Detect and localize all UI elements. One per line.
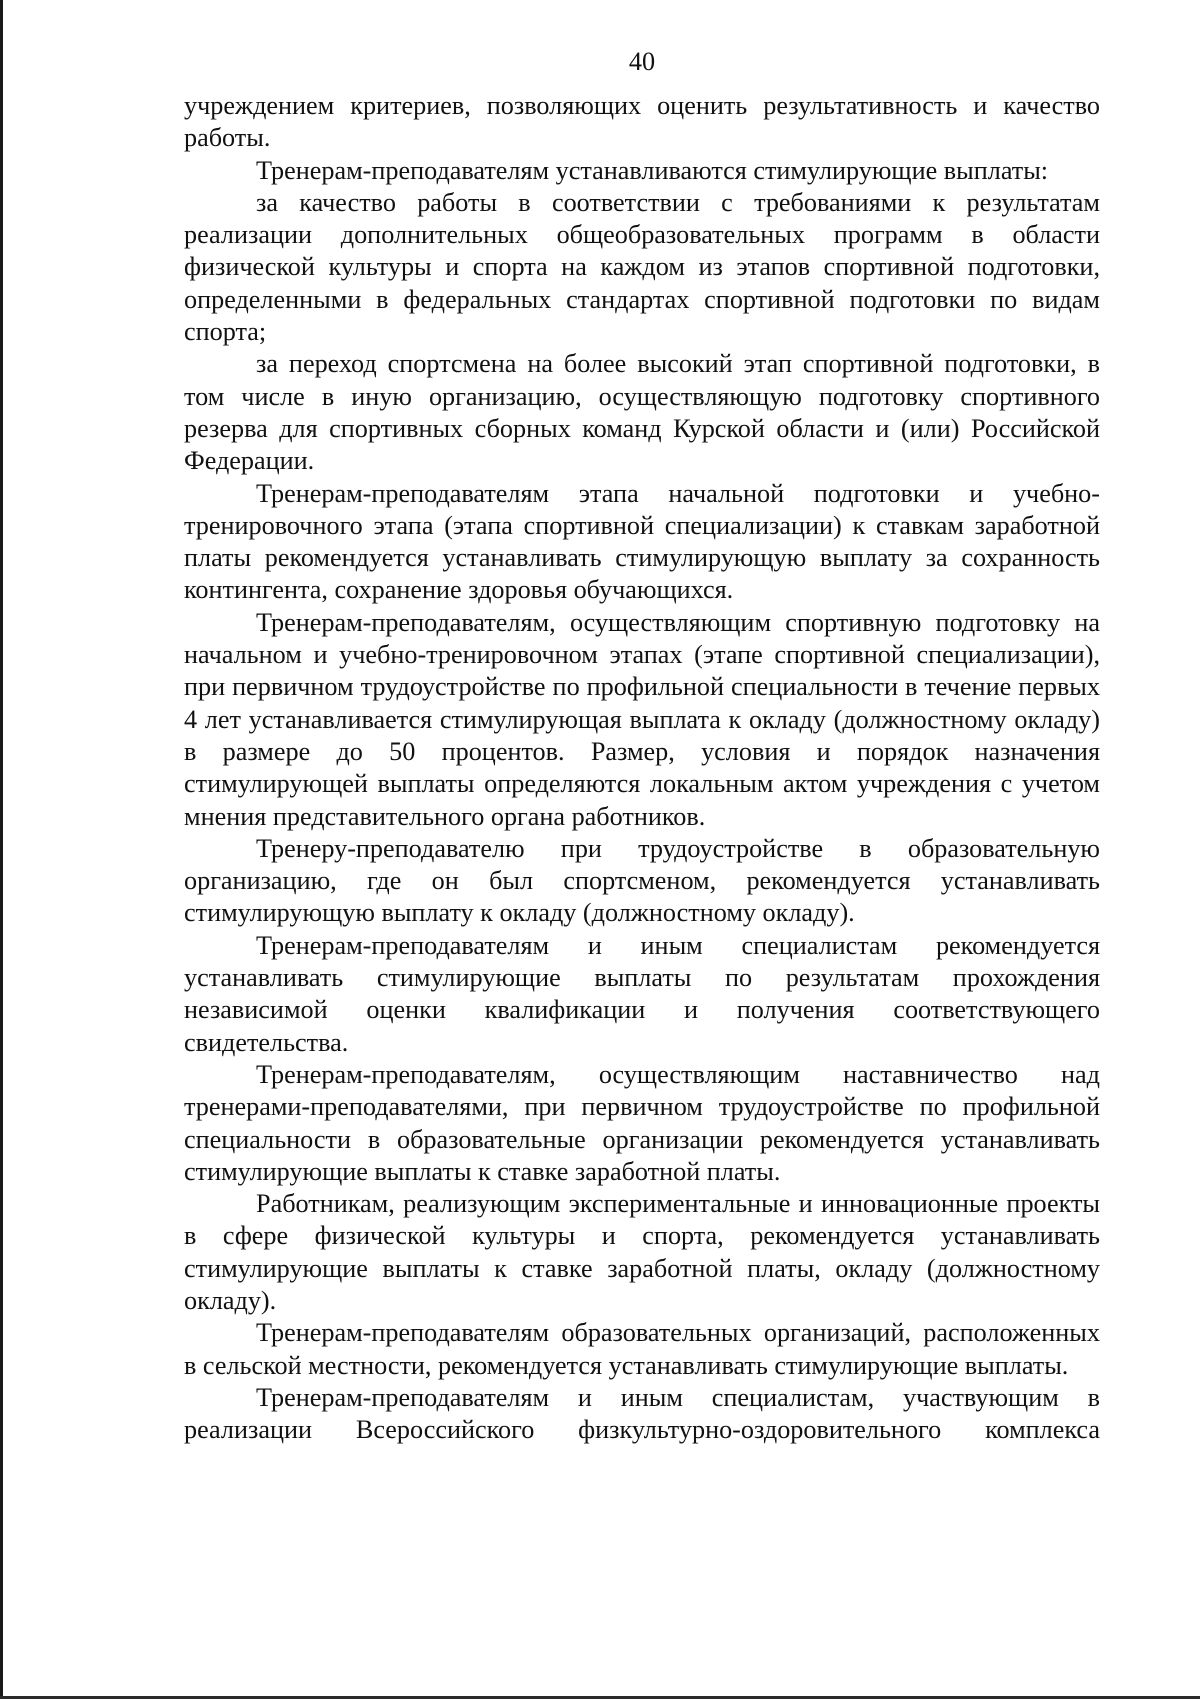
page-number: 40	[628, 47, 656, 76]
paragraph-7: Тренеру-преподавателю при трудоустройстве в образовательную организацию, где он был спортсменом, рекомендуется устанавливать стимулирующую выплату к окладу (должностному окладу).	[184, 833, 1100, 928]
paragraph-10: Работникам, реализующим экспериментальные и инновационные проекты в сфере физической культуры и спорта, рекомендуется устанавливать стимулирующие выплаты к ставке заработной платы, окладу (должностному окладу).	[184, 1189, 1100, 1315]
paragraph-6: Тренерам-преподавателям, осуществляющим спортивную подготовку на начальном и учебно-тренировочном этапах (этапе спортивной специализации), при первичном трудоустройстве по профильной специальности в течение первых 4 лет устанавливается стимулирующая выплата к окладу (должностному окладу) в размере до 50 процентов. Размер, условия и порядок назначения стимулирующей выплаты определяются локальным актом учреждения с учетом мнения представительного органа работников.	[184, 607, 1100, 831]
paragraph-12: Тренерам-преподавателям и иным специалистам, участвующим в реализации Всероссийского физкультурно-оздоровительного комплекса	[184, 1382, 1100, 1445]
paragraph-3: за качество работы в соответствии с требованиями к результатам реализации дополнительных общеобразовательных программ в области физической культуры и спорта на каждом из этапов спортивной подготовки, определенными в федеральных стандартах спортивной подготовки по видам спорта;	[184, 187, 1100, 347]
paragraph-11: Тренерам-преподавателям образовательных организаций, расположенных в сельской местности, рекомендуется устанавливать стимулирующие выплаты.	[184, 1318, 1100, 1380]
document-page	[184, 46, 1100, 1446]
paragraph-2: Тренерам-преподавателям устанавливаются стимулирующие выплаты:	[256, 155, 1049, 185]
paragraph-8: Тренерам-преподавателям и иным специалистам рекомендуется устанавливать стимулирующие выплаты по результатам прохождения независимой оценки квалификации и получения соответствующего свидетельства.	[184, 930, 1100, 1057]
scan-edge-left	[0, 0, 3, 1699]
paragraph-1: учреждением критериев, позволяющих оценить результативность и качество работы.	[184, 91, 1100, 153]
paragraph-4: за переход спортсмена на более высокий этап спортивной подготовки, в том числе в иную организацию, осуществляющую подготовку спортивного резерва для спортивных сборных команд Курской области и (или) Российской Федерации.	[184, 349, 1100, 476]
paragraph-9: Тренерам-преподавателям, осуществляющим наставничество над тренерами-преподавателями, при первичном трудоустройстве по профильной специальности в образовательные организации рекомендуется устанавливать стимулирующие выплаты к ставке заработной платы.	[184, 1059, 1100, 1186]
paragraph-5: Тренерам-преподавателям этапа начальной подготовки и учебно-тренировочного этапа (этапа спортивной специализации) к ставкам заработной платы рекомендуется устанавливать стимулирующую выплату за сохранность контингента, сохранение здоровья обучающихся.	[184, 478, 1100, 605]
